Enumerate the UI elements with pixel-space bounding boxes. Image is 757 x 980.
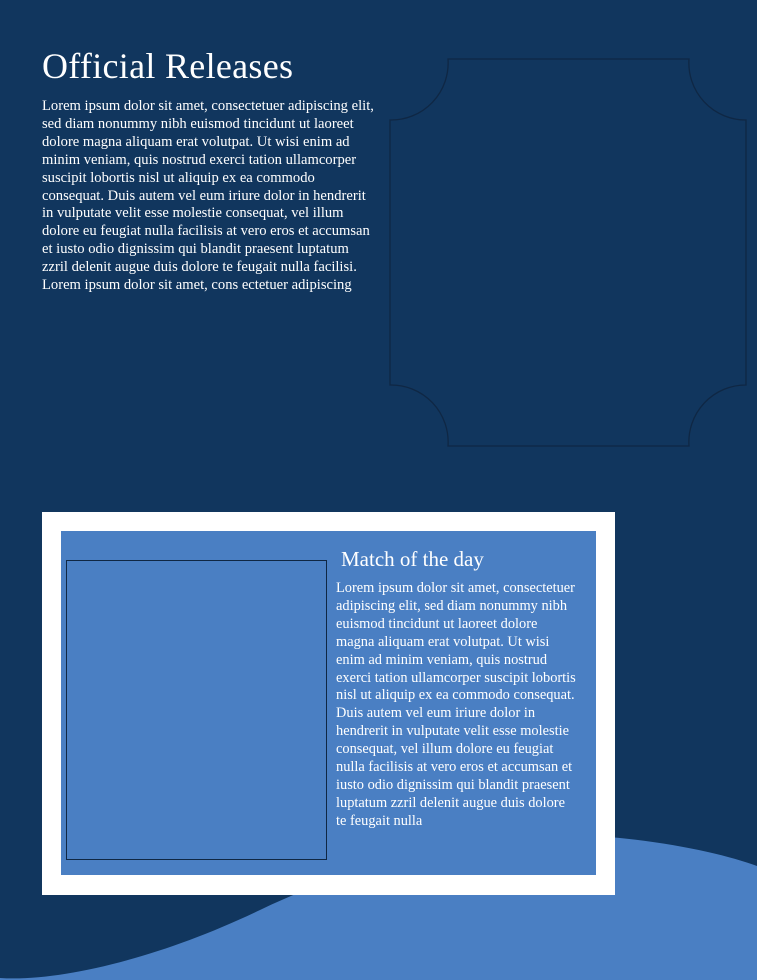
image-placeholder-frame — [389, 58, 747, 447]
intro-paragraph-2: Lorem ipsum dolor sit amet, cons ectetuer adipiscing — [42, 277, 352, 294]
page-title: Official Releases — [42, 46, 294, 86]
card-title: Match of the day — [341, 547, 484, 571]
scalloped-frame-outline — [390, 59, 746, 446]
intro-paragraph-1: Lorem ipsum dolor sit amet, consectetuer adipiscing elit, sed diam nonummy nibh euismod tincidunt ut laoreet dolore magna aliquam erat volutpat. Ut wisi enim ad minim veniam, quis nostrud exerci tation ullamcorper suscipit lobortis nisl ut aliquip ex ea commodo consequat. Duis autem vel eum iriure dolor in hendrerit in vulputate velit esse molestie consequat, vel illum dolore eu feugiat nulla facilisis at vero eros et accumsan et iusto odio dignissim qui blandit praesent luptatum zzril delenit augue duis dolore te feugait nulla facilisi. — [42, 98, 374, 276]
card-panel — [61, 531, 596, 875]
card-body-text: Lorem ipsum dolor sit amet, consectetuer adipiscing elit, sed diam nonummy nibh euismod tincidunt ut laoreet dolore magna aliquam erat volutpat. Ut wisi enim ad minim veniam, quis nostrud exerci tation ullamcorper suscipit lobortis nisl ut aliquip ex ea commodo consequat. Duis autem vel eum iriure dolor in hendrerit in vulputate velit esse molestie consequat, vel illum dolore eu feugiat nulla facilisis at vero eros et accumsan et iusto odio dignissim qui blandit praesent luptatum zzril delenit augue duis dolore te feugait nulla — [336, 580, 576, 829]
intro-text — [42, 98, 378, 295]
match-of-the-day-card — [42, 512, 615, 895]
photo-placeholder — [66, 560, 327, 860]
